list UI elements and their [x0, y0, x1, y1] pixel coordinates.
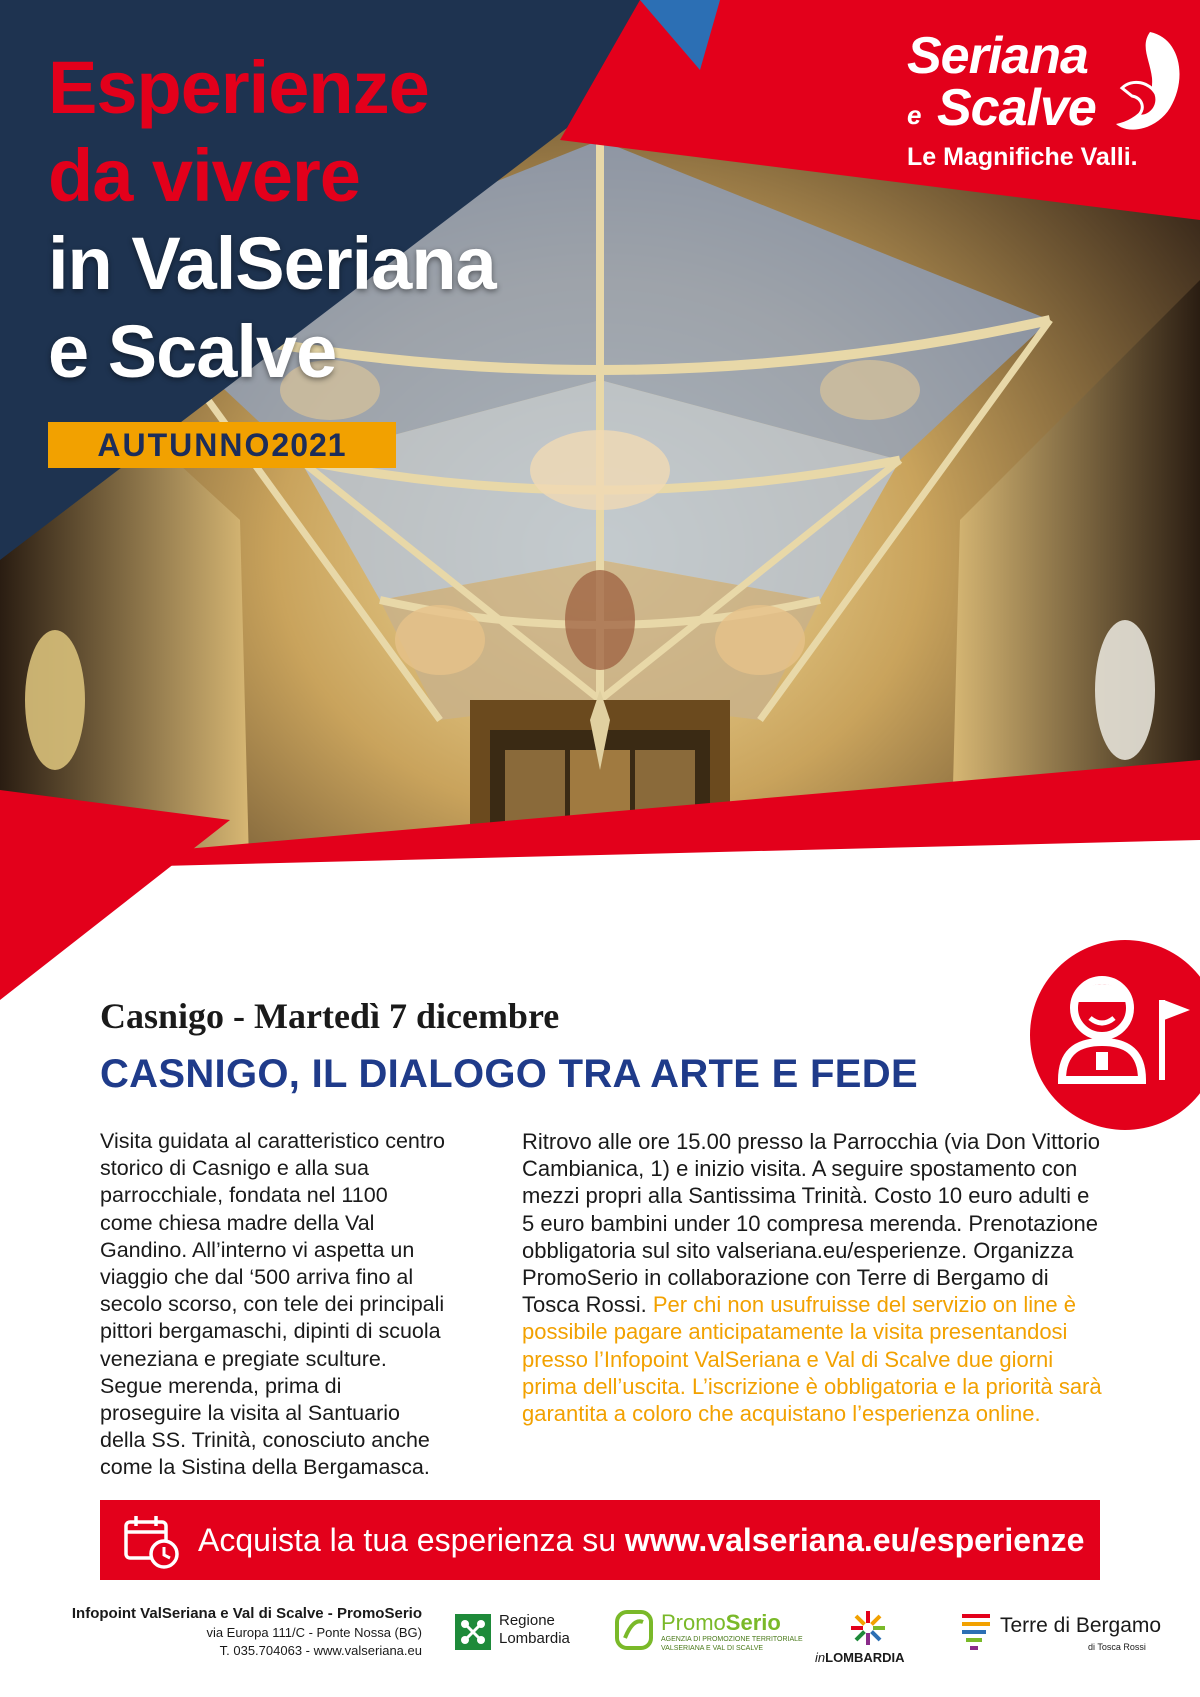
promoserio-sub-2: VALSERIANA E VAL DI SCALVE	[661, 1645, 764, 1652]
regione-label-2: Lombardia	[499, 1630, 570, 1647]
purchase-cta-bar[interactable]	[100, 1500, 1100, 1580]
promoserio-logo	[615, 1610, 803, 1660]
terre-sub: di Tosca Rossi	[1088, 1642, 1146, 1652]
brand-word-e: e	[907, 100, 922, 130]
brand-tagline: Le Magnifiche Valli.	[907, 143, 1138, 171]
inlombardia-wordmark-a: in	[815, 1650, 826, 1665]
terre-wordmark: Terre di Bergamo	[1000, 1614, 1162, 1637]
footer	[0, 1600, 1200, 1697]
calendar-clock-icon	[122, 1512, 180, 1570]
brand-word-seriana: Seriana	[907, 27, 1088, 85]
infopoint-contact: T. 035.704063 - www.valseriana.eu	[219, 1643, 422, 1658]
infopoint-address: via Europa 111/C - Ponte Nossa (BG)	[206, 1625, 422, 1640]
poster-title	[48, 44, 496, 396]
cta-text	[198, 1500, 1084, 1580]
inlombardia-star-icon	[847, 1610, 889, 1646]
season-label: AUTUNNO	[97, 427, 272, 463]
title-line-3: in ValSeriana	[48, 222, 496, 305]
promoserio-wordmark-a: Promo	[661, 1610, 726, 1635]
event-place-date: Casnigo - Martedì 7 dicembre	[100, 996, 560, 1036]
infopoint-name: Infopoint ValSeriana e Val di Scalve - PromoSerio	[71, 1605, 422, 1622]
event-offline-booking-note: Per chi non usufruisse del servizio on line è possibile pagare anticipatamente la visita presentandosi presso l’Infopoint ValSeriana e Val di Scalve due giorni prima dell’uscita. L’iscrizione è obbligatoria e la priorità sarà garantita a coloro che acquistano l’esperienza online.	[522, 1292, 1102, 1427]
title-line-4: e Scalve	[48, 310, 337, 393]
regione-lombardia-logo	[455, 1610, 585, 1660]
terre-swirl-icon	[958, 1610, 994, 1652]
title-line-2: da vivere	[48, 134, 360, 217]
rosa-camuna-icon	[455, 1614, 491, 1650]
inlombardia-logo	[815, 1610, 925, 1670]
regione-label-1: Regione	[499, 1612, 555, 1629]
brand-word-scalve: Scalve	[937, 79, 1096, 137]
brand-logo	[895, 20, 1185, 180]
tour-guide-icon	[1030, 940, 1200, 1130]
event-practical-info: Ritrovo alle ore 15.00 presso la Parrocchia (via Don Vittorio Cambianica, 1) e inizio visita. A seguire spostamento con mezzi propri alla Santissima Trinità. Costo 10 euro adulti e 5 euro bambini under 10 compresa merenda. Prenotazione obbligatoria sul sito valseriana.eu/esperienze. Organizza PromoSerio in collaborazione con Terre di Bergamo di Tosca Rossi.	[522, 1129, 1100, 1318]
event-title: CASNIGO, IL DIALOGO TRA ARTE E FEDE	[100, 1052, 918, 1096]
cta-lead: Acquista la tua esperienza su	[198, 1522, 625, 1558]
fox-moon-logo-icon	[1110, 28, 1186, 144]
promoserio-wordmark-b: Serio	[725, 1610, 781, 1635]
inlombardia-wordmark	[815, 1650, 905, 1665]
season-badge	[48, 422, 396, 468]
season-year: 2021	[271, 427, 347, 463]
event-description-left: Visita guidata al caratteristico centro storico di Casnigo e alla sua parrocchiale, fondata nel 1100 come chiesa madre della Val Gandino. All’interno vi aspetta un viaggio che dal ‘500 arriva fino al secolo scorso, con tele dei principali pittori bergamaschi, dipinti di scuola veneziana e pregiate sculture. Segue merenda, prima di proseguire la visita al Santuario della SS. Trinità, conosciuto anche come la Sistina della Bergamasca.	[100, 1129, 445, 1480]
promoserio-wordmark	[661, 1610, 781, 1636]
promoserio-leaf-icon	[615, 1610, 653, 1650]
promoserio-sub-1: AGENZIA DI PROMOZIONE TERRITORIALE	[661, 1636, 803, 1643]
cta-url-link[interactable]: www.valseriana.eu/esperienze	[624, 1522, 1085, 1558]
infopoint-info	[42, 1604, 422, 1660]
title-line-1: Esperienze	[48, 46, 429, 129]
event-description-right	[522, 1128, 1102, 1427]
inlombardia-wordmark-b: LOMBARDIA	[825, 1650, 905, 1665]
terre-di-bergamo-logo	[958, 1610, 1178, 1665]
